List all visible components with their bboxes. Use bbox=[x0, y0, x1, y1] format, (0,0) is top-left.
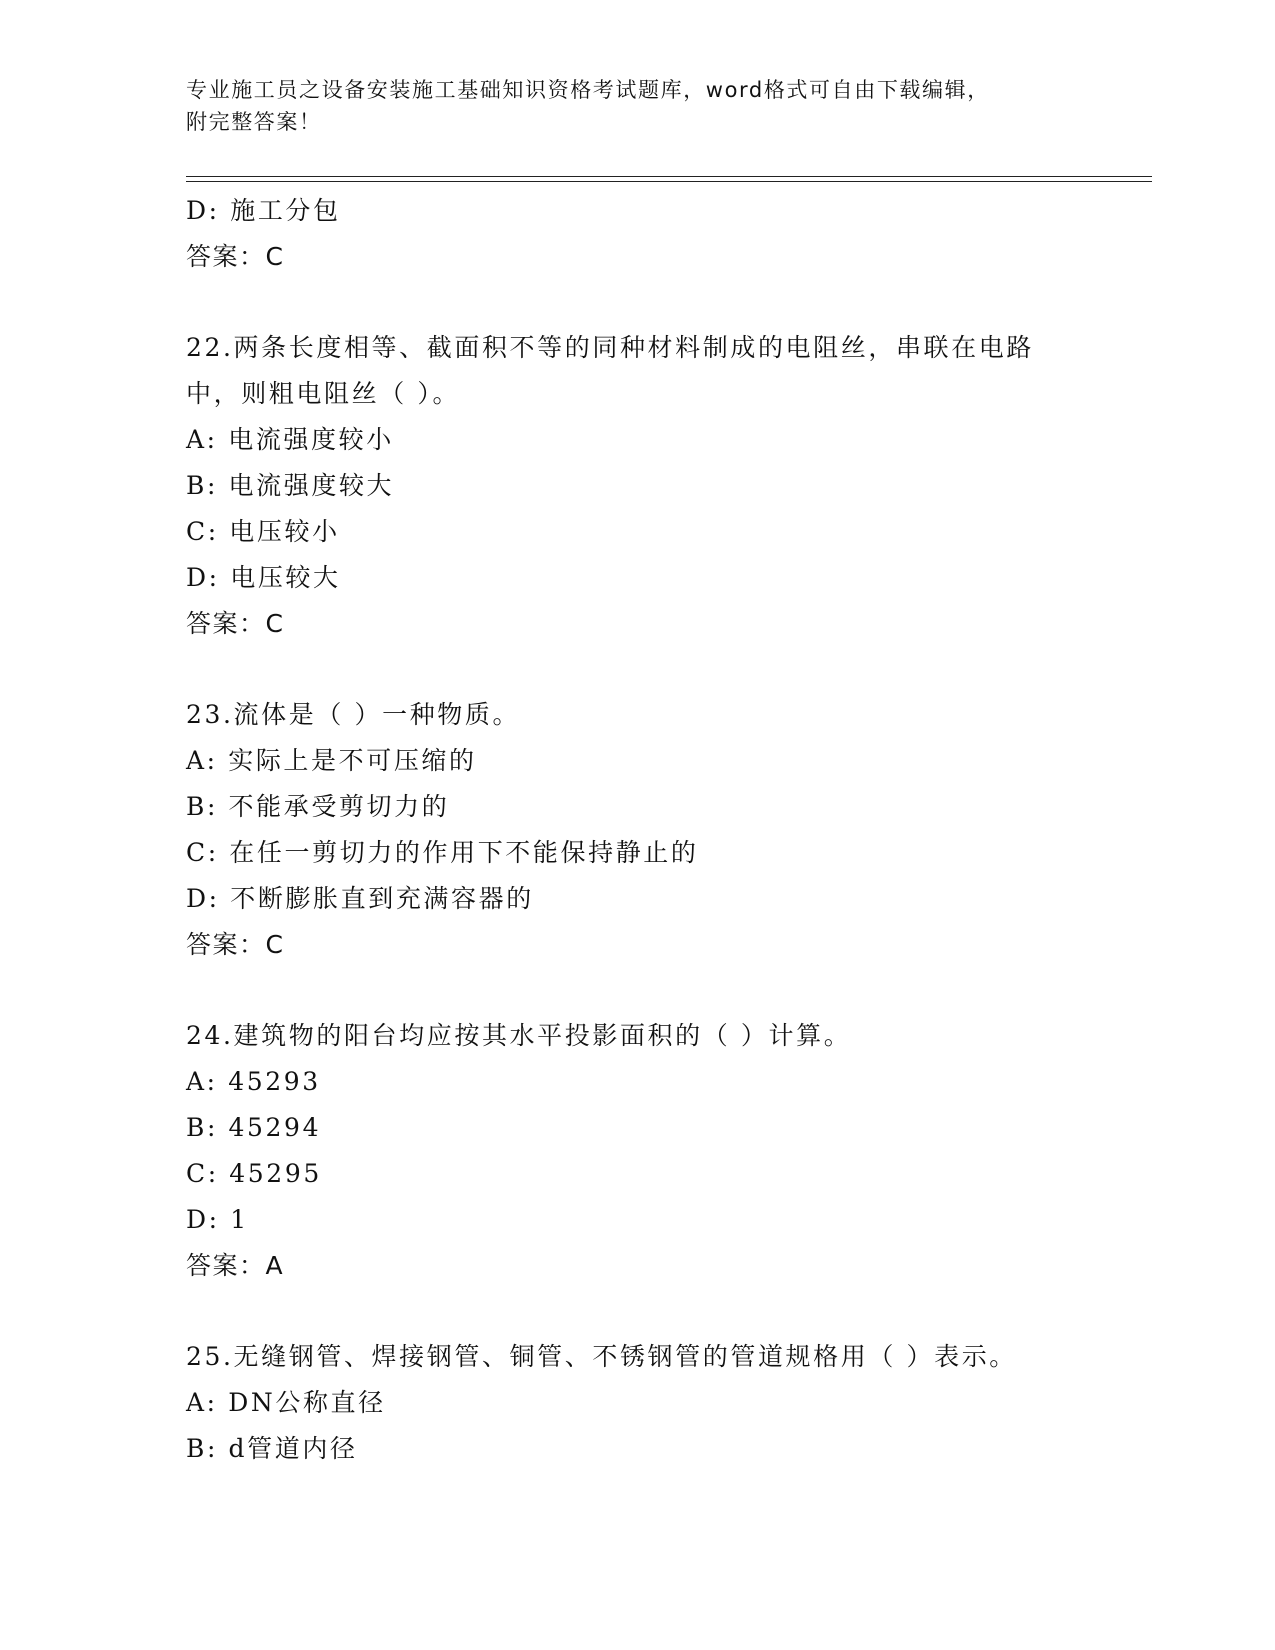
header-title-line-2: 附完整答案！ bbox=[186, 110, 322, 134]
question-stem: 22.两条长度相等、截面积不等的同种材料制成的电阻丝，串联在电路 bbox=[186, 333, 1034, 362]
option-b: B: 不能承受剪切力的 bbox=[186, 792, 450, 821]
option-b: B: 45294 bbox=[186, 1113, 322, 1142]
answer-line: 答案：C bbox=[186, 930, 285, 959]
option-a: A: 45293 bbox=[186, 1067, 321, 1096]
question-stem: 24.建筑物的阳台均应按其水平投影面积的（ ）计算。 bbox=[186, 1021, 852, 1050]
question-23 bbox=[186, 692, 1126, 968]
option-c: C: 电压较小 bbox=[186, 517, 340, 546]
option-a: A: 实际上是不可压缩的 bbox=[186, 746, 477, 775]
question-22 bbox=[186, 325, 1126, 647]
option-a: A: 电流强度较小 bbox=[186, 425, 394, 454]
spacer bbox=[186, 647, 1126, 692]
header-divider bbox=[186, 176, 1152, 182]
option-d: D: 施工分包 bbox=[186, 196, 341, 225]
answer-line: 答案：C bbox=[186, 609, 285, 638]
answer-line: 答案：C bbox=[186, 242, 285, 271]
answer-line: 答案：A bbox=[186, 1251, 285, 1280]
question-24 bbox=[186, 1013, 1126, 1289]
spacer bbox=[186, 280, 1126, 325]
question-stem-continued: 中，则粗电阻丝（ ）。 bbox=[186, 379, 461, 408]
header-title-line-1: 专业施工员之设备安装施工基础知识资格考试题库，word格式可自由下载编辑， bbox=[186, 78, 990, 102]
option-a: A: DN公称直径 bbox=[186, 1388, 386, 1417]
option-b: B: d管道内径 bbox=[186, 1434, 358, 1463]
option-c: C: 在任一剪切力的作用下不能保持静止的 bbox=[186, 838, 699, 867]
option-b: B: 电流强度较大 bbox=[186, 471, 395, 500]
option-d: D: 1 bbox=[186, 1205, 249, 1234]
question-stem: 23.流体是（ ）一种物质。 bbox=[186, 700, 521, 729]
option-d: D: 不断膨胀直到充满容器的 bbox=[186, 884, 534, 913]
spacer bbox=[186, 968, 1126, 1013]
question-stem: 25.无缝钢管、焊接钢管、铜管、不锈钢管的管道规格用（ ）表示。 bbox=[186, 1342, 1017, 1371]
spacer bbox=[186, 1289, 1126, 1334]
question-25 bbox=[186, 1334, 1126, 1472]
option-d: D: 电压较大 bbox=[186, 563, 341, 592]
question-list bbox=[186, 188, 1126, 1472]
document-header bbox=[186, 74, 1086, 138]
option-c: C: 45295 bbox=[186, 1159, 322, 1188]
